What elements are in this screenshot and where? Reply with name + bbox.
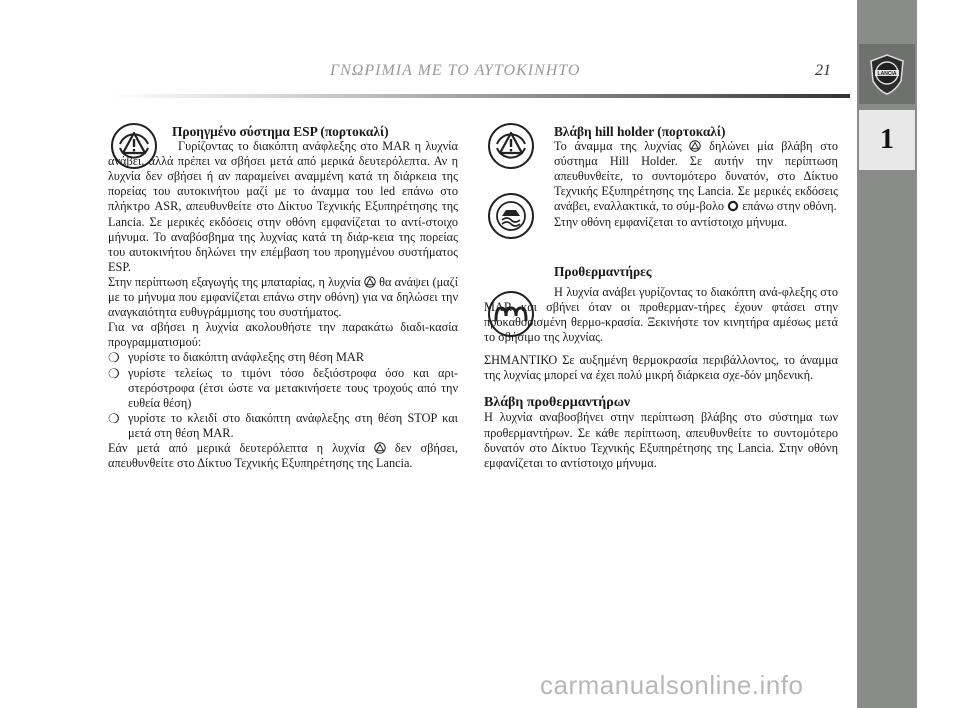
- svg-text:LANCIA: LANCIA: [877, 71, 897, 77]
- sidebar: [857, 0, 917, 708]
- page-number: 21: [815, 62, 831, 79]
- list-item: ❍ γυρίστε το διακόπτη ανάφλεξης στη θέση MAR: [108, 350, 365, 366]
- list-item: ❍ γυρίστε τελείως το τιμόνι τόσο δεξιόστροφα όσο και αρι-στερόστροφα (έτσι ώστε να μετακινήσετε τους τροχούς από την ευθεία θέση): [108, 365, 458, 410]
- lancia-logo-icon: [867, 53, 907, 95]
- header-rule: [108, 94, 850, 98]
- sidebar-logo: [859, 44, 915, 104]
- procedure-list: [108, 350, 458, 441]
- hill-text: Το άναμμα της λυχνίας δηλώνει μία βλάβη στο σύστημα Hill Holder. Σε αυτήν την περίπτωση απευθυνθείτε, το συντομότερο δυνατόν, στο Δίκτυο Τεχνικής Εξυπηρέτησης της Lancia. Σε μερικές εκδόσεις ανάβει, εναλλακτικά, το σύμ-βολο επάνω στην οθόνη.: [554, 139, 839, 214]
- right-column: [484, 124, 838, 471]
- esp-inline-icon: [364, 276, 376, 288]
- left-column: [108, 124, 458, 471]
- glow-fault-heading: Βλάβη προθερμαντήρων: [484, 395, 631, 411]
- esp-heading: Προηγμένο σύστημα ESP (πορτοκαλί): [172, 124, 389, 139]
- chapter-tab[interactable]: 1: [859, 110, 915, 170]
- page-header-title: ΓΝΩΡΙΜΙΑ ΜΕ ΤΟ ΑΥΤΟΚΙΝΗΤΟ: [330, 62, 581, 79]
- glow-text: Η λυχνία ανάβει γυρίζοντας το διακόπτη ανά-φλεξης στο MAR και σβήνει όταν οι προθερμαν-τήρες έχουν φτάσει στην προκαθορισμένη θερμο-κρασία. Ξεκινήστε τον κινητήρα αμέσως μετά το σβήσιμο της λυχνίας.: [484, 284, 838, 345]
- skid-car-inline-icon: [727, 200, 739, 212]
- closing-text: Εάν μετά από μερικά δευτερόλεπτα η λυχνία δεν σβήσει, απευθυνθείτε στο Δίκτυο Τεχνικής Εξυπηρέτησης της Lancia.: [108, 440, 458, 471]
- esp-intro-text: Γυρίζοντας το διακόπτη ανάφλεξης στο MAR η λυχνία ανάβει, αλλά πρέπει να σβήσει μετά από μερικά δευτερόλεπτα. Αν η λυχνία δεν σβήσει ή αν παραμείνει αναμμένη κατά τη διάρκεια της πορείας του αυτοκινήτου μαζί με το άναμμα του led επάνω στο πλήκτρο ASR, απευθυνθείτε στο Δίκτυο Τεχνικής Εξυπηρέτησης της Lancia. Σε μερικές εκδόσεις στην οθόνη εμφανίζεται το αντί-στοιχο μήνυμα. Το αναβόσβημα της λυχνίας κατά τη διάρ-κεια της πορείας του αυτοκινήτου δηλώνει την επέμβαση του προηγμένου συστήματος ESP.: [108, 139, 458, 274]
- esp-inline-icon: [374, 442, 386, 454]
- hill-heading: Βλάβη hill holder (πορτοκαλί): [554, 124, 726, 139]
- watermark: carmanualsonline.info: [540, 670, 804, 700]
- hill-display-note: Στην οθόνη εμφανίζεται το αντίστοιχο μήνυμα.: [554, 214, 788, 229]
- list-item: ❍ γυρίστε το κλειδί στο διακόπτη ανάφλεξης στη θέση STOP και μετά στη θέση MAR.: [108, 410, 458, 440]
- glow-heading: Προθερμαντήρες: [554, 263, 652, 279]
- hill-inline-icon: [689, 140, 701, 152]
- battery-text: Στην περίπτωση εξαγωγής της μπαταρίας, η λυχνία θα ανάψει (μαζί με το μήνυμα που εμφανίζεται επάνω στην οθόνη) για να δηλώσει την αναγκαιότητα ευθυγράμμισης του συστήματος.: [108, 274, 459, 320]
- glow-important: ΣΗΜΑΝΤΙΚΟ Σε αυξημένη θερμοκρασία περιβάλλοντος, το άναμμα της λυχνίας μπορεί να έχει πολύ μικρή διάρκεια σχε-δόν μηδενική.: [484, 353, 838, 383]
- procedure-intro: Για να σβήσει η λυχνία ακολουθήστε την παρακάτω διαδι-κασία προγραμματισμού:: [108, 320, 458, 350]
- glow-fault-text: Η λυχνία αναβοσβήνει στην περίπτωση βλάβης στο σύστημα των προθερμαντήρων. Σε κάθε περίπτωση, απευθυνθείτε το συντομότερο δυνατόν στο Δίκτυο Τεχνικής Εξυπηρέτησης της Lancia. Στην οθόνη εμφανίζεται το αντίστοιχο μήνυμα.: [484, 410, 838, 470]
